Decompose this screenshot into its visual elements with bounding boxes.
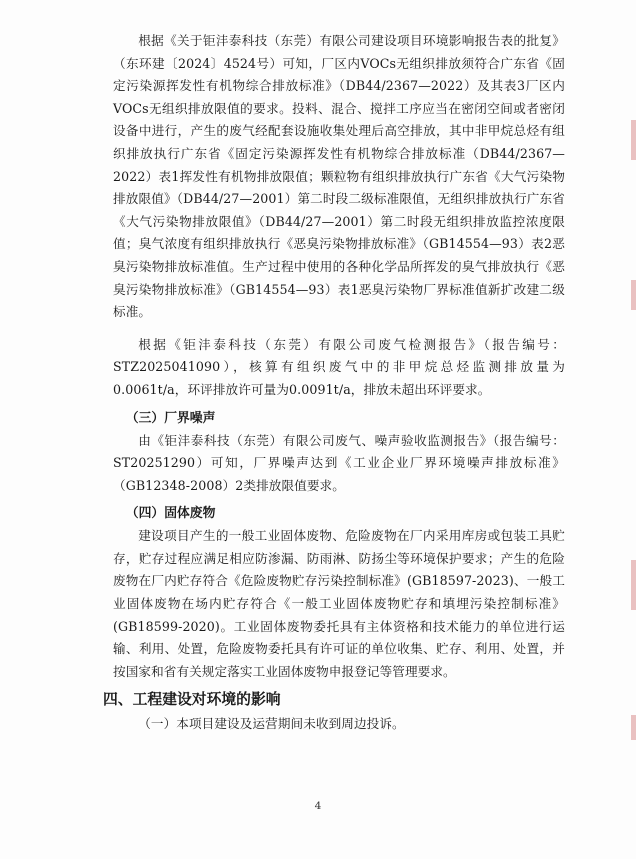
paragraph-exhaust-report: 根据《钜沣泰科技（东莞）有限公司废气检测报告》（报告编号：STZ2025041090），核算有组织废气中的非甲烷总烃监测排放量为0.0061t/a，环评排放许可量为0.0091t/a，排放未超出环评要求。 (113, 336, 565, 397)
paragraph-noise: 由《钜沣泰科技（东莞）有限公司废气、噪声验收监测报告》（报告编号：ST20251290）可知，厂界噪声达到《工业企业厂界环境噪声排放标准》（GB12348-2008）2类排放限值要求。 (113, 432, 565, 493)
heading-solid-waste: （四）固体废物 (125, 506, 216, 522)
scan-edge-mark (631, 560, 636, 610)
scan-edge-mark (631, 120, 636, 160)
paragraph-solid-waste: 建设项目产生的一般工业固体废物、危险废物在厂内采用库房或包装工具贮存，贮存过程应满足相应防渗漏、防雨淋、防扬尘等环境保护要求；产生的危险废物在厂内贮存符合《危险废物贮存污染控制标准》(GB18597-2023)、一般工业固体废物在场内贮存符合《一般工业固体废物贮存和填埋污染控制标准》(GB18599-2020)。工业固体废物委托具有主体资格和技术能力的单位进行运输、利用、处置，危险废物委托具有许可证的单位收集、贮存、利用、处置，并按国家和省有关规定落实工业固体废物申报登记等管理要求。 (113, 528, 565, 679)
page-number: 4 (314, 800, 322, 812)
paragraph-complaints: （一）本项目建设及运营期间未收到周边投诉。 (138, 716, 405, 732)
heading-section-four: 四、工程建设对环境的影响 (103, 691, 281, 709)
scan-edge-mark (631, 715, 636, 740)
scan-edge-mark (631, 280, 636, 310)
paragraph-voc-standards: 根据《关于钜沣泰科技（东莞）有限公司建设项目环境影响报告表的批复》（东环建〔2024〕4524号）可知，厂区内VOCs无组织排放须符合广东省《固定污染源挥发性有机物综合排放标准》（DB44/2367—2022）及其表3厂区内VOCs无组织排放限值的要求。投料、混合、搅拌工序应当在密闭空间或者密闭设备中进行，产生的废气经配套设施收集处理后高空排放，其中非甲烷总烃有组织排放执行广东省《固定污染源挥发性有机物综合排放标准（DB44/2367—2022）表1挥发性有机物排放限值；颗粒物有组织排放执行广东省《大气污染物排放限值》（DB44/27—2001）第二时段二级标准限值，无组织排放执行广东省《大气污染物排放限值》（DB44/27—2001）第二时段无组织排放监控浓度限值；臭气浓度有组织排放执行《恶臭污染物排放标准》（GB14554—93）表2恶臭污染物排放标准值。生产过程中使用的各种化学品所挥发的臭气排放执行《恶臭污染物排放标准》（GB14554—93）表1恶臭污染物厂界标准值新扩改建二级标准。 (113, 33, 565, 320)
document-body (103, 30, 565, 736)
heading-boundary-noise: （三）厂界噪声 (125, 410, 216, 426)
